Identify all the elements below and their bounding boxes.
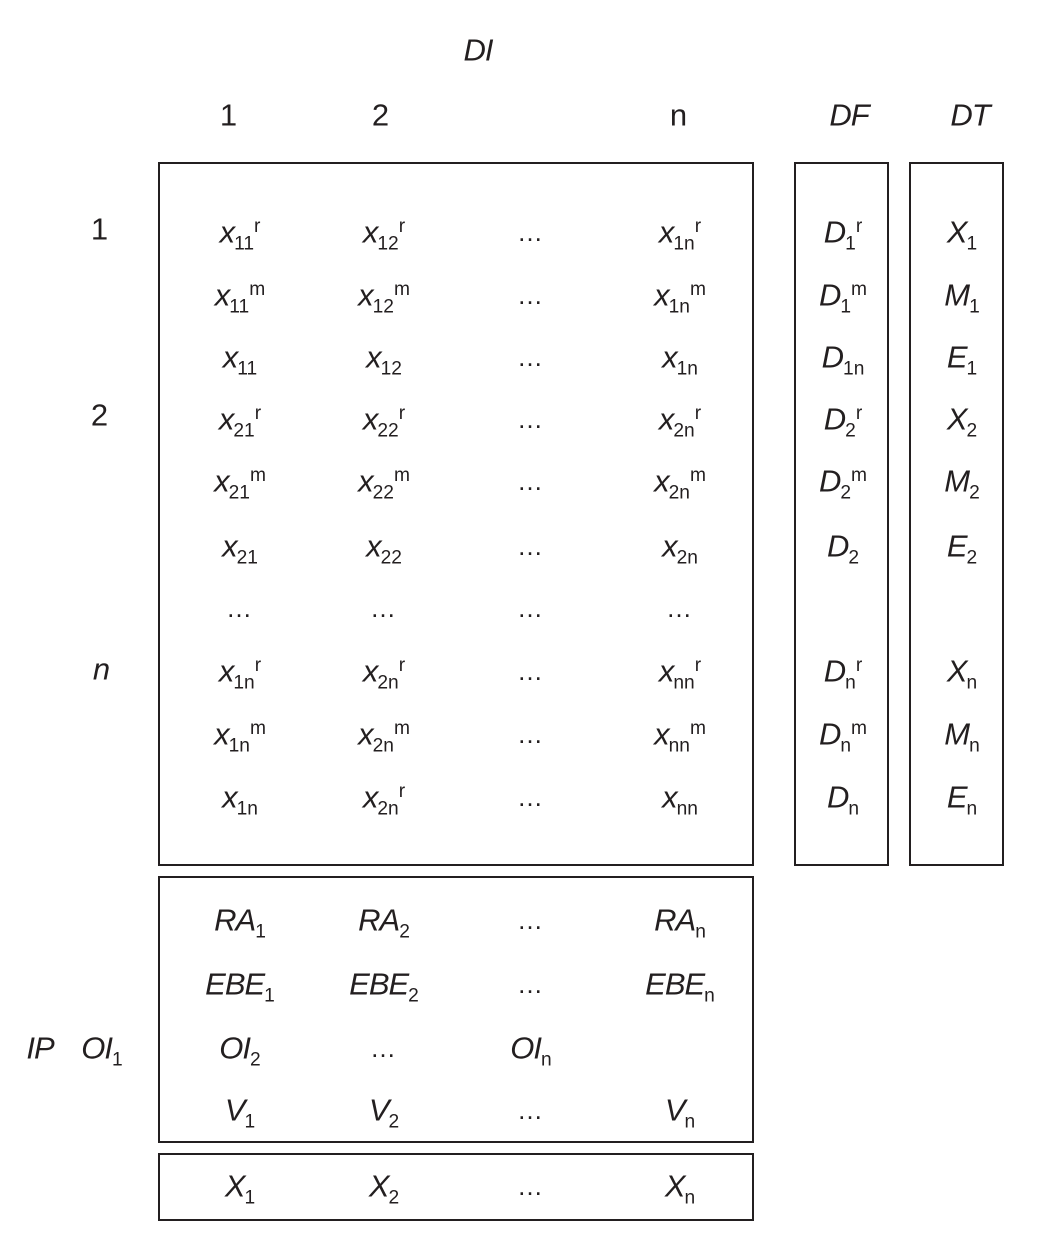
total-output-cell: $X_1$	[224, 1168, 256, 1209]
matrix-cell: $x_{12}^r$	[362, 214, 406, 255]
matrix-cell: $x_{1n}$	[662, 339, 698, 380]
matrix-cell: $x_{12}$	[366, 339, 402, 380]
primary-input-cell: $EBE_n$	[645, 966, 715, 1007]
row-group-label-1: 1	[90, 211, 108, 247]
total-demand-cell: $M_n$	[944, 716, 980, 757]
total-demand-cell: $E_1$	[946, 339, 978, 380]
final-demand-cell: $D_1^m$	[818, 277, 868, 318]
primary-input-cell: $RA_2$	[358, 902, 410, 943]
column-header-2: 2	[371, 97, 389, 133]
final-demand-cell: $D_2^r$	[823, 401, 863, 442]
ip-oi-label: $OI_1$	[81, 1030, 123, 1071]
total-output-cell: …	[517, 1171, 545, 1201]
matrix-cell: $x_{22}^r$	[362, 401, 406, 442]
total-demand-cell: $E_n$	[946, 779, 978, 820]
primary-input-cell: $EBE_2$	[349, 966, 419, 1007]
matrix-cell: $x_{1n}$	[222, 779, 258, 820]
matrix-cell: …	[517, 782, 545, 812]
matrix-cell: $x_{1n}^r$	[218, 653, 262, 694]
matrix-cell: $x_{1n}^m$	[214, 716, 266, 757]
matrix-cell: $x_{2n}^r$	[362, 779, 406, 820]
matrix-cell: …	[226, 593, 254, 623]
column-header-n: n	[669, 97, 687, 133]
primary-input-cell: $OI_2$	[219, 1030, 261, 1071]
total-demand-cell: $X_n$	[946, 653, 978, 694]
primary-input-cell: …	[370, 1033, 398, 1063]
matrix-cell: …	[666, 593, 694, 623]
matrix-cell: $x_{21}^m$	[214, 463, 266, 504]
row-group-label-n: n	[92, 651, 110, 687]
matrix-cell: $x_{1n}^m$	[654, 277, 706, 318]
final-demand-cell: $D_n^m$	[818, 716, 868, 757]
matrix-cell: $x_{21}^r$	[218, 401, 262, 442]
df-label: DF	[829, 97, 869, 133]
matrix-cell: …	[517, 280, 545, 310]
matrix-cell: …	[370, 593, 398, 623]
matrix-cell: $x_{nn}$	[662, 779, 698, 820]
final-demand-cell: $D_2^m$	[818, 463, 868, 504]
primary-input-cell: $V_2$	[368, 1092, 400, 1133]
matrix-cell: $x_{22}^m$	[358, 463, 410, 504]
matrix-cell: …	[517, 656, 545, 686]
final-demand-cell: $D_1^r$	[823, 214, 863, 255]
matrix-cell: …	[517, 342, 545, 372]
dt-label: DT	[950, 97, 990, 133]
di-label: DI	[463, 32, 493, 68]
primary-input-cell: $RA_n$	[654, 902, 706, 943]
matrix-cell: …	[517, 466, 545, 496]
matrix-cell: $x_{2n}^m$	[654, 463, 706, 504]
final-demand-cell: $D_{1n}$	[821, 339, 865, 380]
primary-input-cell: …	[517, 969, 545, 999]
total-demand-cell: $X_2$	[946, 401, 978, 442]
total-demand-cell: $X_1$	[946, 214, 978, 255]
matrix-cell: …	[517, 593, 545, 623]
column-header-1: 1	[219, 97, 237, 133]
matrix-cell: …	[517, 404, 545, 434]
matrix-cell: $x_{11}$	[222, 339, 258, 380]
primary-input-cell: $OI_n$	[510, 1030, 552, 1071]
intermediate-matrix-box	[158, 162, 754, 866]
total-demand-cell: $E_2$	[946, 528, 978, 569]
matrix-cell: $x_{nn}^m$	[654, 716, 706, 757]
matrix-cell: $x_{11}^m$	[214, 277, 266, 318]
total-output-cell: $X_n$	[664, 1168, 696, 1209]
total-demand-box	[909, 162, 1004, 866]
matrix-cell: $x_{2n}^r$	[658, 401, 702, 442]
row-group-label-2: 2	[90, 397, 108, 433]
total-demand-cell: $M_1$	[944, 277, 980, 318]
matrix-cell: …	[517, 719, 545, 749]
matrix-cell: $x_{11}^r$	[219, 214, 261, 255]
total-demand-cell: $M_2$	[944, 463, 980, 504]
final-demand-box	[794, 162, 889, 866]
matrix-cell: $x_{2n}^r$	[362, 653, 406, 694]
final-demand-cell: $D_n^r$	[823, 653, 863, 694]
matrix-cell: $x_{12}^m$	[358, 277, 410, 318]
matrix-cell: $x_{2n}^m$	[358, 716, 410, 757]
total-output-cell: $X_2$	[368, 1168, 400, 1209]
primary-input-cell: $EBE_1$	[205, 966, 275, 1007]
matrix-cell: $x_{21}$	[222, 528, 258, 569]
matrix-cell: …	[517, 531, 545, 561]
matrix-cell: …	[517, 217, 545, 247]
primary-input-cell: $V_1$	[224, 1092, 256, 1133]
matrix-cell: $x_{2n}$	[662, 528, 698, 569]
final-demand-cell: $D_n$	[826, 779, 860, 820]
primary-input-cell: …	[517, 1095, 545, 1125]
matrix-cell: $x_{1n}^r$	[658, 214, 702, 255]
matrix-cell: $x_{22}$	[366, 528, 402, 569]
final-demand-cell: $D_2$	[826, 528, 860, 569]
primary-input-cell: $RA_1$	[214, 902, 266, 943]
primary-input-cell: …	[517, 905, 545, 935]
ip-label: IP	[26, 1030, 54, 1066]
matrix-cell: $x_{nn}^r$	[658, 653, 702, 694]
primary-input-cell: $V_n$	[664, 1092, 696, 1133]
